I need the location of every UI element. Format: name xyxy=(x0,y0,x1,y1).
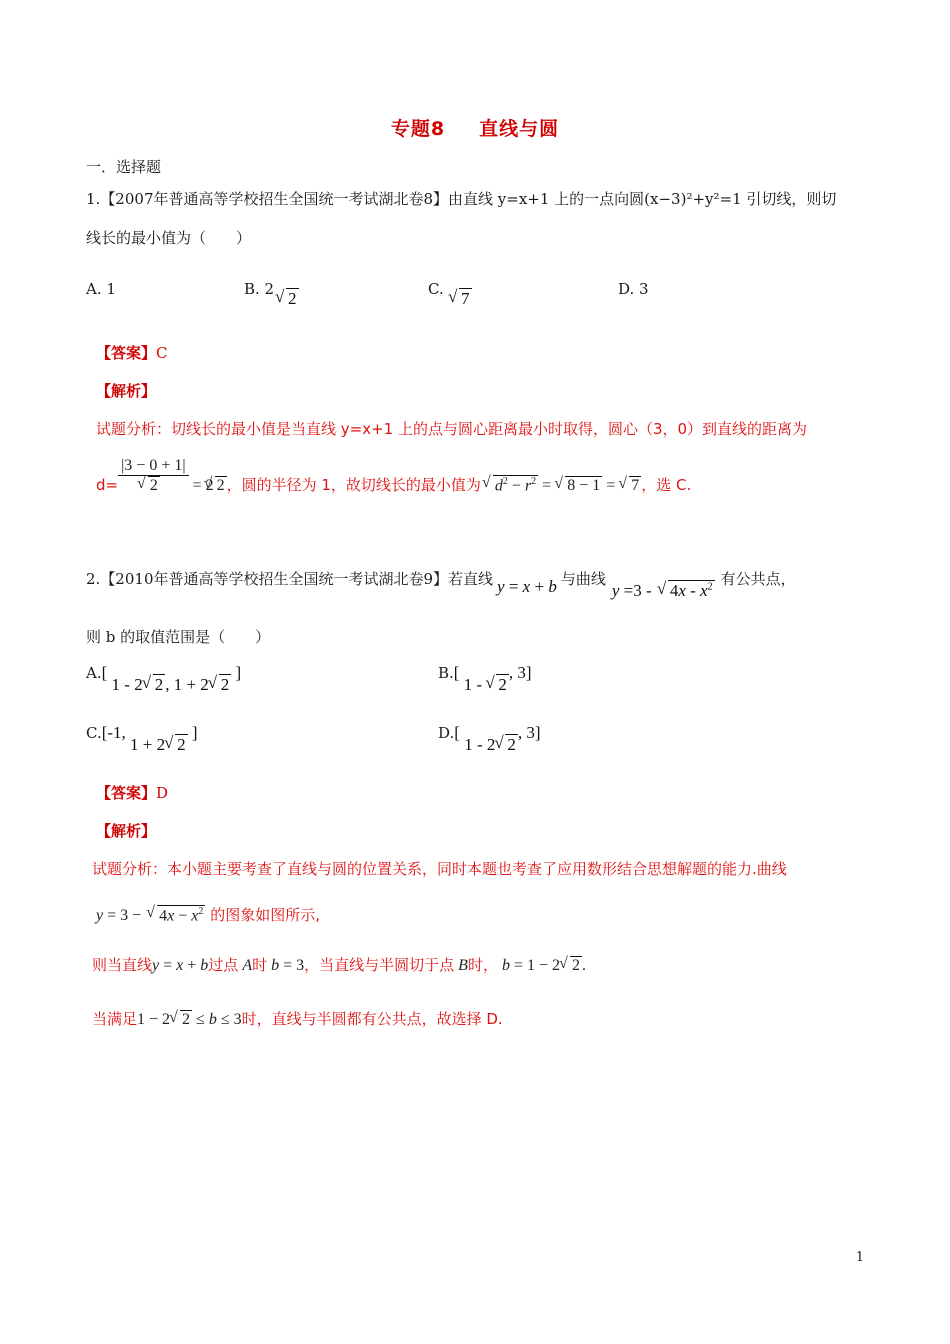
q2-analysis-line3-e: 时， xyxy=(467,956,498,974)
q1-analysis-d-label: d= xyxy=(96,476,119,494)
q2-option-a: A.[ 1 - 2√ 2 , 1 + 2√ 2 ] xyxy=(86,662,241,683)
q2-analysis-graph-text: 的图象如图所示, xyxy=(210,906,320,924)
q2-analysis-line2: y = 3 − √ $4x - x^2$ 的图象如图所示, xyxy=(96,904,320,925)
q2-option-a-label: A. xyxy=(86,664,102,682)
section-heading: 一．选择题 xyxy=(86,158,162,176)
q2-answer xyxy=(96,782,168,803)
q2-analysis-line3-d: ，当直线与半圆切于点 xyxy=(304,956,455,974)
q2-analysis-line3-b: 过点 xyxy=(208,956,239,974)
page-number: 1 xyxy=(855,1250,864,1265)
q1-answer-tag: 【答案】 xyxy=(96,344,157,362)
q2-answer-value: D xyxy=(156,784,169,802)
q1-option-b-label: B. 2 xyxy=(244,280,275,298)
page-title xyxy=(0,114,950,141)
q2-option-d-label: D. xyxy=(438,724,455,742)
q1-option-c-math: √ 7 xyxy=(458,288,472,309)
q1-stem-line1: 1.【2007年普通高等学校招生全国统一考试湖北卷8】由直线 y=x+1 上的一点向圆(x−3)²+y²=1 引切线，则切 xyxy=(86,190,837,208)
q1-option-a: A. 1 xyxy=(86,280,116,298)
q2-analysis-tag: 【解析】 xyxy=(96,822,157,840)
q2-stem-end: 有公共点， xyxy=(720,570,796,588)
q1-analysis-radius-text: ，圆的半径为 1，故切线长的最小值为 xyxy=(226,476,481,494)
q1-stem-line2: 线长的最小值为（ ） xyxy=(86,229,252,247)
q2-analysis-line3: 则当直线y = x + b过点 A时 b = 3，当直线与半圆切于点 B时， b = 1 − 2√ 2 . xyxy=(92,954,586,975)
q2-analysis-line4: 当满足1 − 2√ 2 ≤ b ≤ 3时，直线与半圆都有公共点，故选择 D. xyxy=(92,1008,503,1029)
q2-stem-prefix: 2.【2010年普通高等学校招生全国统一考试湖北卷9】若直线 xyxy=(86,570,494,588)
q1-option-b-math: √ 2 xyxy=(285,288,299,309)
q1-analysis-line2: d= |3 − 0 + 1| √ 2 = 2√ 2 ，圆的半径为 1，故切线长的最小值为√ $d^2 - r^2$ = √ 8 − 1 = √ 7 ，选 C. xyxy=(96,474,691,496)
q2-stem-mid: 与曲线 xyxy=(560,570,606,588)
q2-analysis-line1: 试题分析：本小题主要考查了直线与圆的位置关系，同时本题也考查了应用数形结合思想解题的能力.曲线 xyxy=(92,860,787,878)
q2-stem-line2: 则 b 的取值范围是（ ） xyxy=(86,628,271,646)
q2-option-c: C.[-1, 1 + 2√ 2 ] xyxy=(86,722,198,743)
q2-analysis-line3-c: 时 xyxy=(252,956,268,974)
q1-analysis-tag: 【解析】 xyxy=(96,382,157,400)
q1-distance-fraction: |3 − 0 + 1| √ 2 xyxy=(118,457,188,495)
q1-option-d: D. 3 xyxy=(618,280,649,298)
q2-analysis-line4-b: 时，直线与半圆都有公共点，故选择 D. xyxy=(241,1010,503,1028)
q2-stem-line1: 2.【2010年普通高等学校招生全国统一考试湖北卷9】若直线 y = x + b 与曲线y =3 - √ $4x - x^2$ 有公共点， xyxy=(86,568,796,589)
q1-analysis-line1: 试题分析：切线长的最小值是当直线 y=x+1 上的点与圆心距离最小时取得，圆心（3，0）到直线的距离为 xyxy=(96,420,808,438)
q2-analysis-line3-a: 则当直线 xyxy=(92,956,153,974)
title-name: 直线与圆 xyxy=(479,118,560,140)
q1-answer-value: C xyxy=(156,344,168,362)
q2-option-b-label: B. xyxy=(438,664,454,682)
q2-answer-tag: 【答案】 xyxy=(96,784,157,802)
q1-option-c: C. xyxy=(428,280,444,298)
q1-answer xyxy=(96,342,168,363)
q2-option-d: D.[ 1 - 2√ 2, 3] xyxy=(438,722,541,743)
q1-analysis-conclusion: ，选 C. xyxy=(641,476,692,494)
q2-analysis-line4-a: 当满足 xyxy=(92,1010,138,1028)
title-topic: 专题8 xyxy=(390,118,446,140)
q2-option-c-label: C. xyxy=(86,724,102,742)
q1-option-b xyxy=(244,280,274,298)
q2-option-b: B.[ 1 - √ 2, 3] xyxy=(438,662,532,683)
